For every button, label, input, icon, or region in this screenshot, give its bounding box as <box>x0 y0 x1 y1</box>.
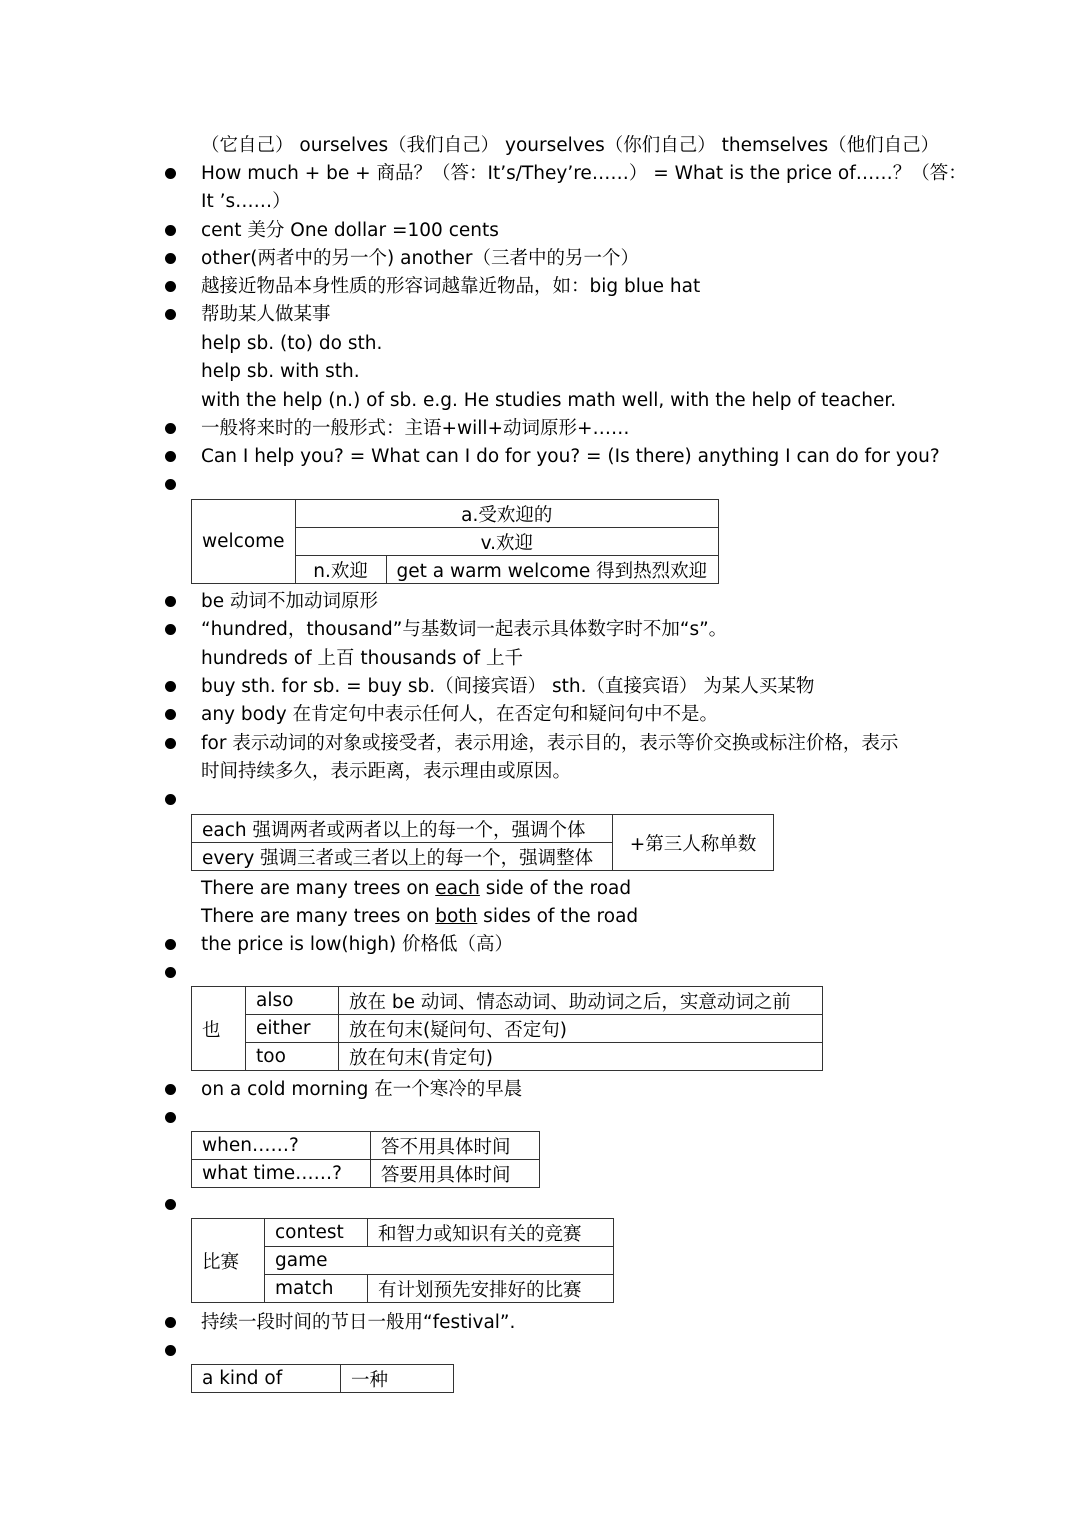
each-every-table <box>191 814 774 871</box>
bullet-icon <box>165 709 176 720</box>
bullet-icon <box>165 451 176 462</box>
when-q-cell: when……? <box>192 1132 371 1160</box>
bullet-icon <box>165 794 176 805</box>
text-line: 一般将来时的一般形式：主语+will+动词原形+…… <box>201 418 630 439</box>
either-usage-cell: 放在句末(疑问句、否定句) <box>339 1015 823 1043</box>
match-word-cell: match <box>265 1275 368 1303</box>
text-line: help sb. with sth. <box>201 361 360 382</box>
text-line: 帮助某人做某事 <box>201 304 331 325</box>
text-line: “hundred，thousand”与基数词一起表示具体数字时不加“s”。 <box>201 619 728 640</box>
singular-note-cell: +第三人称单数 <box>613 815 774 871</box>
welcome-noun-cell: n.欢迎 <box>295 556 386 584</box>
kind-table <box>191 1364 454 1393</box>
bullet-icon <box>165 479 176 490</box>
contest-word-cell: contest <box>265 1219 368 1247</box>
what-time-a-cell: 答要用具体时间 <box>371 1160 540 1188</box>
when-table <box>191 1131 540 1188</box>
text-span: There are many trees on <box>201 906 436 927</box>
bullet-icon <box>165 423 176 434</box>
when-a-cell: 答不用具体时间 <box>371 1132 540 1160</box>
text-line: 越接近物品本身性质的形容词越靠近物品，如：big blue hat <box>201 276 701 297</box>
what-time-q-cell: what time……? <box>192 1160 371 1188</box>
text-line: 持续一段时间的节日一般用“festival”. <box>201 1312 516 1333</box>
bullet-icon <box>165 939 176 950</box>
bullet-icon <box>165 253 176 264</box>
bullet-icon <box>165 168 176 179</box>
bullet-icon <box>165 309 176 320</box>
also-table <box>191 986 823 1071</box>
bullet-icon <box>165 1112 176 1123</box>
text-span: There are many trees on <box>201 878 436 899</box>
text-line: with the help (n.) of sb. e.g. He studies math well, with the help of teacher. <box>201 390 897 411</box>
contest-meaning-cell: 和智力或知识有关的竞赛 <box>368 1219 614 1247</box>
bullet-icon <box>165 1084 176 1095</box>
underlined-word: each <box>435 878 480 899</box>
text-line <box>201 905 638 929</box>
welcome-adj-cell: a.受欢迎的 <box>295 500 718 528</box>
bullet-icon <box>165 738 176 749</box>
game-word-cell: game <box>265 1247 614 1275</box>
bullet-icon <box>165 967 176 978</box>
text-span: sides of the road <box>477 906 639 927</box>
match-head-cell: 比赛 <box>192 1219 265 1303</box>
kind-word-cell: a kind of <box>192 1365 341 1393</box>
text-line: How much + be + 商品？（答：It’s/They’re……） = What is the price of……？（答： <box>201 163 967 184</box>
text-line: 时间持续多久，表示距离，表示理由或原因。 <box>201 761 572 782</box>
text-span: side of the road <box>479 878 632 899</box>
also-head-cell: 也 <box>192 987 246 1071</box>
bullet-icon <box>165 681 176 692</box>
match-meaning-cell: 有计划预先安排好的比赛 <box>368 1275 614 1303</box>
text-line <box>201 877 631 901</box>
text-line: any body 在肯定句中表示任何人，在否定句和疑问句中不是。 <box>201 704 719 725</box>
text-line: the price is low(high) 价格低（高） <box>201 934 514 955</box>
bullet-icon <box>165 1199 176 1210</box>
text-line: （它自己） ourselves（我们自己） yourselves（你们自己） themselves（他们自己） <box>201 135 940 156</box>
welcome-example-cell: get a warm welcome 得到热烈欢迎 <box>386 556 718 584</box>
also-usage-cell: 放在 be 动词、情态动词、助动词之后，实意动词之前 <box>339 987 823 1015</box>
bullet-icon <box>165 624 176 635</box>
underlined-word: both <box>435 906 478 927</box>
too-word-cell: too <box>246 1043 339 1071</box>
text-line: on a cold morning 在一个寒冷的早晨 <box>201 1079 523 1100</box>
text-line: Can I help you? = What can I do for you? = (Is there) anything I can do for you? <box>201 446 940 467</box>
kind-meaning-cell: 一种 <box>341 1365 454 1393</box>
bullet-icon <box>165 1317 176 1328</box>
welcome-table <box>191 499 719 584</box>
welcome-verb-cell: v.欢迎 <box>295 528 718 556</box>
text-line: cent 美分 One dollar =100 cents <box>201 220 499 241</box>
also-word-cell: also <box>246 987 339 1015</box>
text-line: other(两者中的另一个) another（三者中的另一个） <box>201 248 639 269</box>
text-line: help sb. (to) do sth. <box>201 333 383 354</box>
text-line: buy sth. for sb. = buy sb.（间接宾语） sth.（直接宾语） 为某人买某物 <box>201 676 815 697</box>
text-line: It ’s……） <box>201 191 291 212</box>
bullet-icon <box>165 596 176 607</box>
too-usage-cell: 放在句末(肯定句) <box>339 1043 823 1071</box>
bullet-icon <box>165 1345 176 1356</box>
bullet-icon <box>165 225 176 236</box>
text-line: be 动词不加动词原形 <box>201 591 379 612</box>
text-line: for 表示动词的对象或接受者，表示用途，表示目的，表示等价交换或标注价格，表示 <box>201 733 899 754</box>
every-cell: every 强调三者或三者以上的每一个，强调整体 <box>192 843 613 871</box>
each-cell: each 强调两者或两者以上的每一个，强调个体 <box>192 815 613 843</box>
bullet-icon <box>165 281 176 292</box>
match-table <box>191 1218 614 1303</box>
either-word-cell: either <box>246 1015 339 1043</box>
welcome-word-cell: welcome <box>192 500 296 584</box>
text-line: hundreds of 上百 thousands of 上千 <box>201 648 524 669</box>
